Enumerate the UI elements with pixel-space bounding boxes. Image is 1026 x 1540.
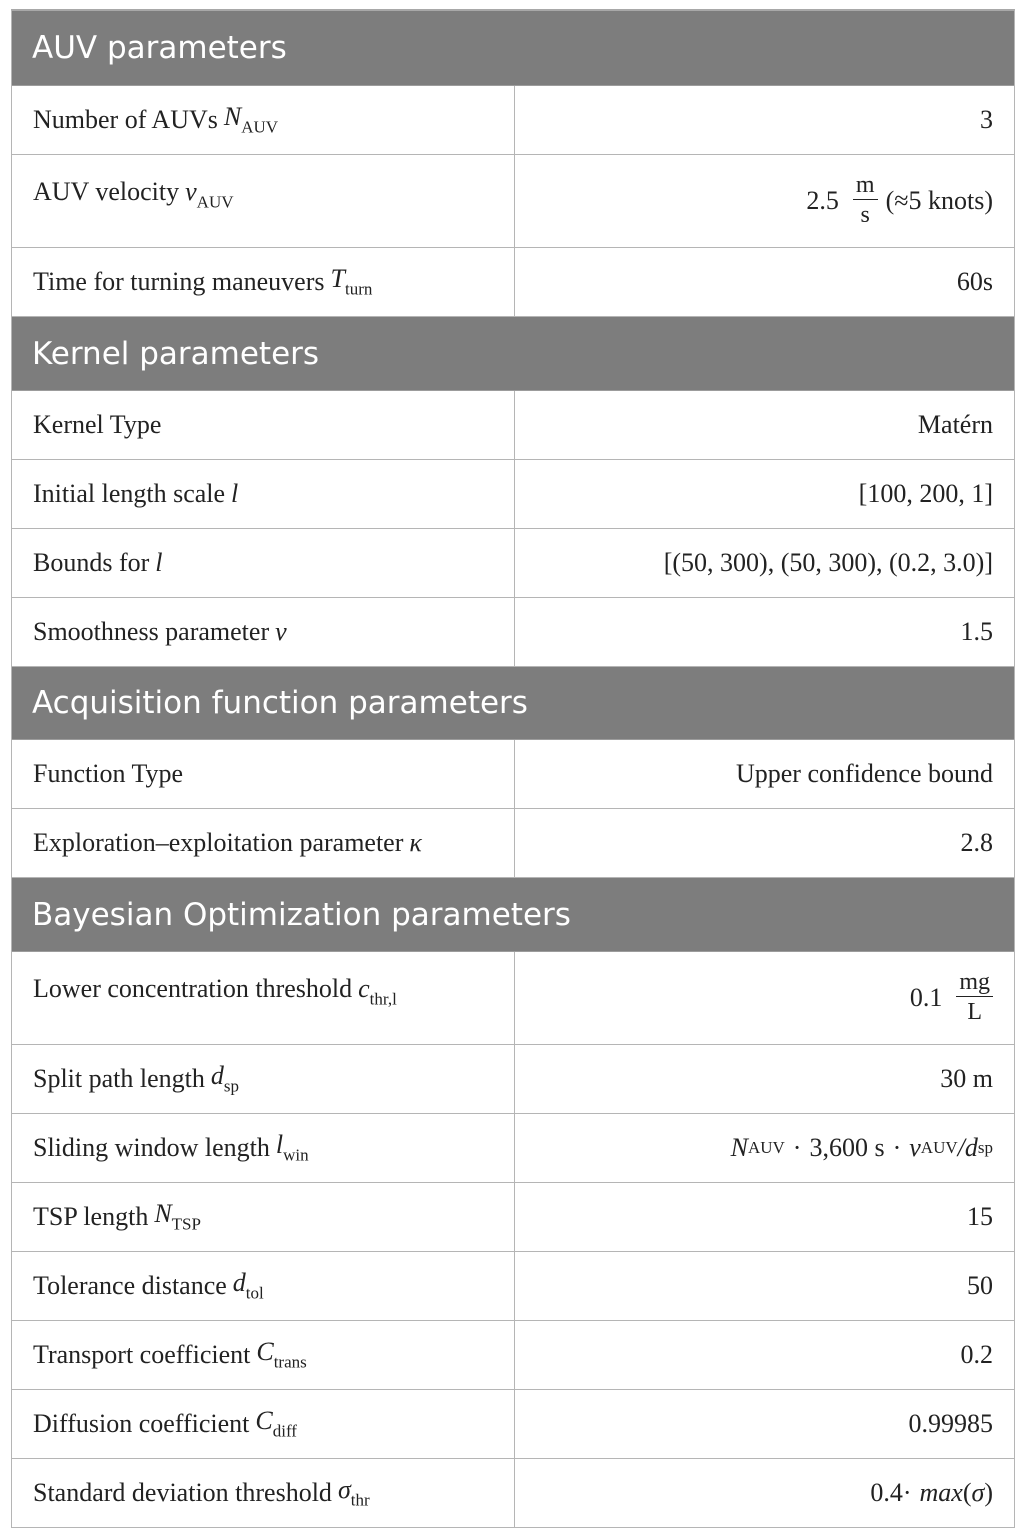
- row-value: 2.8: [960, 828, 993, 857]
- row-value: 3: [980, 105, 993, 134]
- section-title: Acquisition function parameters: [32, 685, 528, 721]
- symbol: $d_{sp}$: [210, 1061, 240, 1096]
- row-value: 50: [967, 1271, 993, 1300]
- row-label: Bounds for l: [12, 529, 515, 597]
- table-row: [12, 1390, 1014, 1459]
- row-label: Time for turning maneuvers $T_{turn}$: [12, 248, 515, 316]
- row-label: Sliding window length $l_{win}$: [12, 1114, 515, 1182]
- row-value: 15: [967, 1202, 993, 1231]
- symbol: $N_{AUV}$: [223, 102, 279, 137]
- symbol: κ: [409, 828, 422, 857]
- table-row: [12, 598, 1014, 667]
- row-value: Matérn: [917, 410, 993, 439]
- section-header-acquisition: [12, 667, 1014, 740]
- symbol: $\sigma_{thr}$: [337, 1475, 370, 1510]
- table-row: [12, 1459, 1014, 1528]
- symbol: ν: [275, 617, 287, 646]
- symbol: $T_{turn}$: [330, 264, 373, 299]
- row-label: Function Type: [12, 740, 515, 808]
- row-label: AUV velocity $v_{AUV}$: [12, 155, 515, 247]
- row-label: Exploration–exploitation parameter κ: [12, 809, 515, 877]
- unit-fraction: $\frac{m}{s}$: [853, 172, 878, 230]
- row-value: 2.5 $\frac{m}{s}$ (≈5 knots): [806, 172, 993, 228]
- table-row: [12, 1183, 1014, 1252]
- section-header-auv: [12, 11, 1014, 86]
- table-row: [12, 1114, 1014, 1183]
- table-row: [12, 86, 1014, 155]
- row-value: [100, 200, 1]: [858, 479, 993, 508]
- row-label: Tolerance distance $d_{tol}$: [12, 1252, 515, 1320]
- row-value: Upper confidence bound: [735, 759, 993, 788]
- symbol: $N_{TSP}$: [154, 1199, 201, 1234]
- parameters-table: [11, 9, 1015, 1528]
- symbol: $C_{trans}$: [256, 1337, 307, 1372]
- table-row: [12, 529, 1014, 598]
- row-value: 0.4· max ( σ ): [870, 1478, 993, 1507]
- row-label: Lower concentration threshold $c_{thr,l}$: [12, 952, 515, 1044]
- row-label: Diffusion coefficient $C_{diff}$: [12, 1390, 515, 1458]
- section-title: Kernel parameters: [32, 335, 320, 372]
- row-label: Initial length scale l: [12, 460, 515, 528]
- row-label: Standard deviation threshold $\sigma_{thr}$: [12, 1459, 515, 1527]
- table-row: [12, 391, 1014, 460]
- row-value: [(50, 300), (50, 300), (0.2, 3.0)]: [663, 548, 993, 577]
- row-label: TSP length $N_{TSP}$: [12, 1183, 515, 1251]
- row-label: Number of AUVs $N_{AUV}$: [12, 86, 515, 154]
- symbol: $v_{AUV}$: [185, 177, 234, 212]
- symbol: $d_{tol}$: [232, 1268, 264, 1303]
- symbol: $C_{diff}$: [255, 1406, 297, 1441]
- table-row: [12, 809, 1014, 878]
- symbol: l: [231, 479, 239, 508]
- section-header-kernel: [12, 317, 1014, 391]
- table-row: [12, 1321, 1014, 1390]
- unit-fraction: $\frac{mg}{L}$: [956, 969, 993, 1027]
- table-row: [12, 155, 1014, 248]
- row-label: Smoothness parameter ν: [12, 598, 515, 666]
- table-row: [12, 1252, 1014, 1321]
- row-value: 1.5: [960, 617, 993, 646]
- row-value: 60s: [956, 267, 993, 296]
- row-value: N AUV · 3,600 s · v AUV /d sp: [730, 1133, 993, 1162]
- row-label: Kernel Type: [12, 391, 515, 459]
- row-label: Transport coefficient $C_{trans}$: [12, 1321, 515, 1389]
- row-value: 0.1 $\frac{mg}{L}$: [515, 952, 1014, 1044]
- section-header-bayesian-optimization: [12, 878, 1014, 952]
- table-row: [12, 952, 1014, 1045]
- row-value: 30 m: [940, 1064, 993, 1093]
- table-row: [12, 1045, 1014, 1114]
- row-label: Split path length $d_{sp}$: [12, 1045, 515, 1113]
- symbol: l: [155, 548, 163, 577]
- section-title: Bayesian Optimization parameters: [32, 896, 571, 933]
- symbol: $l_{win}$: [275, 1130, 309, 1165]
- row-value: 0.2: [960, 1340, 993, 1369]
- table-row: [12, 740, 1014, 809]
- row-value: 0.99985: [908, 1409, 993, 1438]
- symbol: $c_{thr,l}$: [358, 974, 397, 1009]
- table-row: [12, 460, 1014, 529]
- table-row: [12, 248, 1014, 317]
- section-title: AUV parameters: [32, 30, 287, 66]
